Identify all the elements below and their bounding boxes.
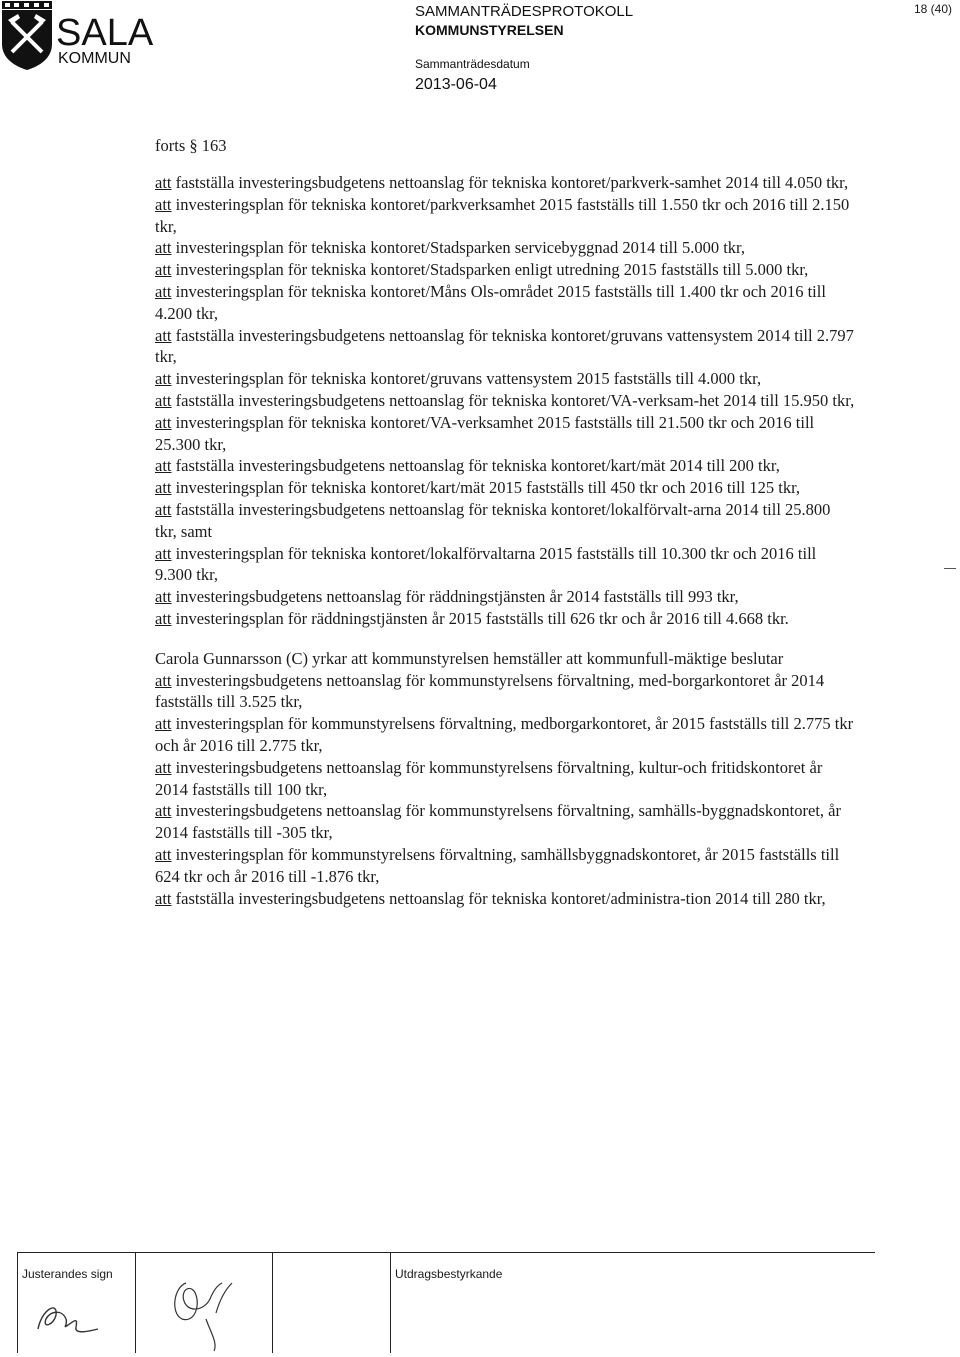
decision-list-board — [155, 670, 855, 910]
att-keyword: att — [155, 325, 172, 345]
justerandes-label: Justerandes sign — [22, 1267, 113, 1281]
decision-text: investeringsplan för räddningstjänsten år 2015 fastställs till 626 tkr och år 2016 till 4.668 tkr. — [171, 608, 789, 628]
decision-item — [155, 543, 855, 587]
scan-mark — [944, 568, 956, 569]
justerandes-cell — [17, 1253, 136, 1353]
utdrag-cell — [390, 1253, 876, 1353]
decision-item — [155, 586, 855, 608]
att-keyword: att — [155, 543, 172, 563]
decision-item — [155, 608, 855, 630]
att-keyword: att — [155, 801, 172, 821]
decision-text: investeringsbudgetens nettoanslag för räddningstjänsten år 2014 fastställs till 993 tkr, — [171, 587, 739, 607]
decision-item — [155, 477, 855, 499]
municipality-logo — [0, 0, 200, 72]
att-keyword: att — [155, 478, 172, 498]
coat-of-arms-icon — [0, 0, 54, 70]
decision-text: investeringsplan för tekniska kontoret/kart/mät 2015 fastställs till 450 tkr och 2016 till 125 tkr, — [171, 478, 801, 498]
decision-text: fastställa investeringsbudgetens nettoanslag för tekniska kontoret/parkverk-samhet 2014 till 4.050 tkr, — [171, 173, 849, 192]
decision-list-technical — [155, 172, 855, 630]
att-keyword: att — [155, 670, 172, 690]
signature-cell-2 — [135, 1253, 273, 1353]
att-keyword: att — [155, 456, 172, 476]
decision-item — [155, 713, 855, 757]
att-keyword: att — [155, 281, 172, 301]
decision-text: investeringsplan för tekniska kontoret/Måns Ols-området 2015 fastställs till 1.400 tkr och 2016 till 4.200 tkr, — [155, 281, 826, 323]
logo-subtitle: KOMMUN — [58, 50, 131, 67]
att-keyword: att — [155, 757, 172, 777]
att-keyword: att — [155, 587, 172, 607]
decision-text: fastställa investeringsbudgetens nettoanslag för tekniska kontoret/administra-tion 2014 till 280 tkr, — [171, 888, 826, 908]
decision-item — [155, 499, 855, 543]
decision-text: investeringsplan för kommunstyrelsens förvaltning, medborgarkontoret, år 2015 fastställs till 2.775 tkr och år 2016 till 2.775 tkr, — [155, 714, 854, 755]
att-keyword: att — [155, 390, 172, 410]
decision-item — [155, 757, 855, 801]
decision-item — [155, 455, 855, 477]
decision-text: investeringsplan för tekniska kontoret/gruvans vattensystem 2015 fastställs till 4.000 tkr, — [171, 369, 762, 389]
decision-text: investeringsplan för tekniska kontoret/Stadsparken servicebyggnad 2014 till 5.000 tkr, — [171, 238, 746, 258]
att-keyword: att — [155, 499, 172, 519]
decision-text: investeringsbudgetens nettoanslag för kommunstyrelsens förvaltning, med-borgarkontoret år 2014 fastställs till 3.525 tkr, — [155, 670, 825, 712]
decision-item — [155, 259, 855, 281]
section-heading: forts § 163 — [155, 136, 227, 155]
signature-1 — [32, 1289, 112, 1349]
decision-item — [155, 844, 855, 888]
decision-text: investeringsbudgetens nettoanslag för kommunstyrelsens förvaltning, samhälls-byggnadskontoret, år 2014 fastställs till -305 tkr, — [155, 801, 841, 843]
meeting-date: 2013-06-04 — [415, 76, 497, 93]
decision-text: fastställa investeringsbudgetens nettoanslag för tekniska kontoret/kart/mät 2014 till 200 tkr, — [171, 456, 780, 476]
signature-cell-3 — [272, 1253, 391, 1353]
att-keyword: att — [155, 194, 172, 214]
motion-intro: Carola Gunnarsson (C) yrkar att kommunstyrelsen hemställer att kommunfull-mäktige beslutar — [155, 648, 784, 668]
signature-table — [17, 1252, 875, 1353]
decision-item — [155, 390, 855, 412]
organization-name: KOMMUNSTYRELSEN — [415, 22, 564, 38]
date-label: Sammanträdesdatum — [415, 57, 530, 71]
decision-text: fastställa investeringsbudgetens nettoanslag för tekniska kontoret/VA-verksam-het 2014 till 15.950 tkr, — [171, 390, 855, 410]
decision-text: fastställa investeringsbudgetens nettoanslag för tekniska kontoret/gruvans vattensystem 2014 till 2.797 tkr, — [155, 325, 854, 367]
decision-item — [155, 281, 855, 325]
decision-text: fastställa investeringsbudgetens nettoanslag för tekniska kontoret/lokalförvalt-arna 2014 till 25.800 tkr, samt — [155, 499, 831, 541]
att-keyword: att — [155, 608, 172, 628]
decision-text: investeringsplan för kommunstyrelsens förvaltning, samhällsbyggnadskontoret, år 2015 fastställs till 624 tkr och år 2016 till -1.876 tkr, — [155, 844, 840, 886]
logo-name: SALA — [56, 12, 154, 54]
document-body — [155, 134, 855, 909]
decision-text: investeringsbudgetens nettoanslag för kommunstyrelsens förvaltning, kultur-och fritidskontoret år 2014 fastställs till 100 tkr, — [155, 757, 823, 799]
att-keyword: att — [155, 888, 172, 908]
att-keyword: att — [155, 173, 172, 192]
decision-item — [155, 194, 855, 238]
decision-item — [155, 237, 855, 259]
decision-item — [155, 172, 855, 194]
decision-item — [155, 412, 855, 456]
decision-item — [155, 888, 855, 910]
att-keyword: att — [155, 412, 172, 432]
att-keyword: att — [155, 238, 172, 258]
document-title: SAMMANTRÄDESPROTOKOLL — [415, 3, 634, 20]
utdrag-label: Utdragsbestyrkande — [395, 1267, 503, 1281]
decision-item — [155, 325, 855, 369]
decision-item — [155, 800, 855, 844]
att-keyword: att — [155, 260, 172, 280]
decision-text: investeringsplan för tekniska kontoret/VA-verksamhet 2015 fastställs till 21.500 tkr och 2016 till 25.300 tkr, — [155, 412, 815, 454]
decision-text: investeringsplan för tekniska kontoret/lokalförvaltarna 2015 fastställs till 10.300 tkr och 2016 till 9.300 tkr, — [155, 543, 817, 585]
decision-item — [155, 368, 855, 390]
att-keyword: att — [155, 714, 172, 734]
att-keyword: att — [155, 844, 172, 864]
decision-text: investeringsplan för tekniska kontoret/parkverksamhet 2015 fastställs till 1.550 tkr och 2016 till 2.150 tkr, — [155, 194, 850, 236]
page-number: 18 (40) — [913, 2, 952, 16]
decision-item — [155, 670, 855, 714]
decision-text: investeringsplan för tekniska kontoret/Stadsparken enligt utredning 2015 fastställs till 5.000 tkr, — [171, 260, 809, 280]
att-keyword: att — [155, 369, 172, 389]
signature-2 — [166, 1253, 276, 1353]
